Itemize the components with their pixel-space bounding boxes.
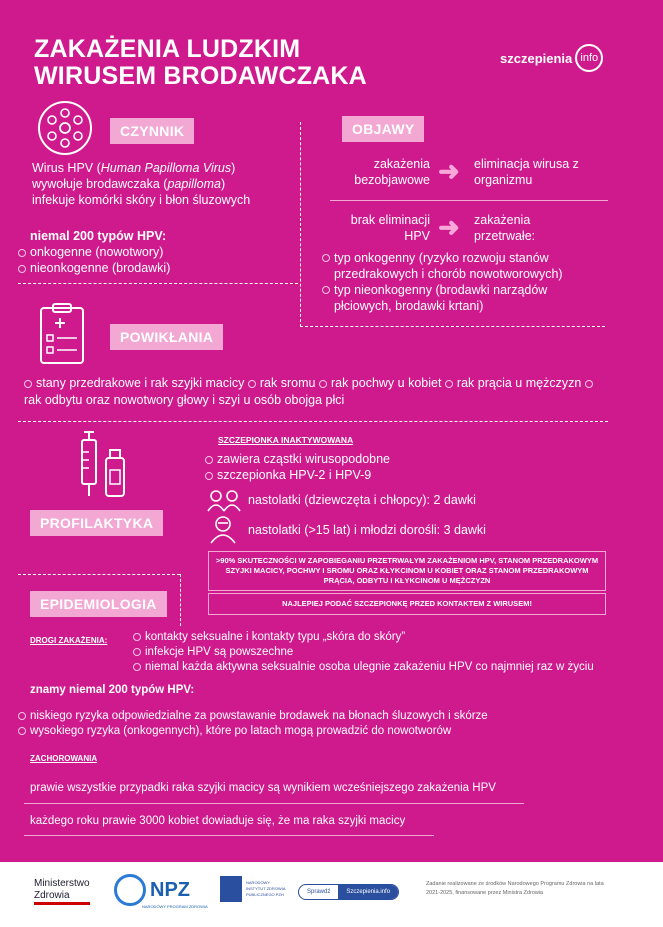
dose-info-1: nastolatki (dziewczęta i chłopcy): 2 dawki xyxy=(248,493,476,507)
clipboard-icon xyxy=(38,302,88,366)
divider xyxy=(330,200,608,201)
npz-icon xyxy=(114,874,146,906)
divider xyxy=(18,574,180,575)
zachorowania-2: każdego roku prawie 3000 kobiet dowiaduje się, że ma raka szyjki macicy xyxy=(30,815,406,827)
szczepienia-info-badge[interactable]: Sprawdź Szczepienia.info xyxy=(298,884,399,900)
adult-icon xyxy=(208,514,238,544)
footer xyxy=(0,862,663,927)
arrow-right-icon: ➜ xyxy=(438,156,460,186)
dose-info-2: nastolatki (>15 lat) i młodzi dorośli: 3 dawki xyxy=(248,523,486,537)
divider xyxy=(300,326,605,327)
vaccination-advice: NAJLEPIEJ PODAĆ SZCZEPIONKĘ PRZED KONTAKTEM Z WIRUSEM! xyxy=(208,593,606,615)
objawy-row1-left: zakażenia bezobjawowe xyxy=(354,157,430,187)
funding-note: Zadanie realizowane ze środków Narodowego Programu Zdrowia na lata 2021-2025, finansowane przez Ministra Zdrowia xyxy=(426,881,604,896)
czynnik-description: Wirus HPV (Human Papilloma Virus) wywołuje brodawczaka (papilloma) infekuje komórki skóry i błon śluzowych xyxy=(32,161,251,207)
divider xyxy=(300,122,301,327)
effectiveness-note: >90% SKUTECZNOŚCI W ZAPOBIEGANIU PRZETRWAŁYM ZAKAŻENIOM HPV, STANOM PRZEDRAKOWYM SZYJKI MACICY, POCHWY I SROMU ORAZ KŁYKCINOM U KOBIET ORAZ STANOM PRZEDRAKOWYM PRĄCIA, ODBYTU I KŁYKCINOM U MĘŻCZYZN xyxy=(208,551,606,591)
page-title: ZAKAŻENIA LUDZKIM WIRUSEM BRODAWCZAKA xyxy=(34,35,367,90)
szczepienia-info-logo[interactable]: szczepienia info xyxy=(500,44,603,72)
profilaktyka-label: PROFILAKTYKA xyxy=(30,510,163,536)
objawy-row2-left: brak eliminacji HPV xyxy=(350,213,430,243)
zachorowania-1: prawie wszystkie przypadki raka szyjki macicy są wynikiem wcześniejszego zakażenia HPV xyxy=(30,782,496,794)
teenagers-icon xyxy=(206,488,242,512)
drogi-list: kontakty seksualne i kontakty typu „skóra do skóry” infekcje HPV są powszechne niemal każda aktywna seksualnie osoba ulegnie zakażeniu HPV co najmniej raz w życiu xyxy=(133,630,613,675)
drogi-label: DROGI ZAKAŻENIA: xyxy=(30,636,108,645)
syringe-icon xyxy=(70,430,136,500)
divider xyxy=(18,421,608,422)
ministerstwo-zdrowia-logo[interactable]: Ministerstwo Zdrowia xyxy=(34,878,90,905)
zachorowania-label: ZACHOROWANIA xyxy=(30,754,98,763)
divider xyxy=(24,835,434,836)
objawy-label: OBJAWY xyxy=(342,116,424,142)
pzh-logo[interactable]: NARODOWY INSTYTUT ZDROWIA PUBLICZNEGO PZH xyxy=(220,876,286,902)
npz-subtitle: NARODOWY PROGRAM ZDROWIA xyxy=(142,904,208,909)
vaccine-heading: SZCZEPIONKA INAKTYWOWANA xyxy=(218,435,354,445)
powiklania-label: POWIKŁANIA xyxy=(110,324,223,350)
epidemiologia-label: EPIDEMIOLOGIA xyxy=(30,591,167,617)
npz-logo[interactable]: NPZ xyxy=(114,874,190,906)
objawy-list: typ onkogenny (ryzyko rozwoju stanów przedrakowych i chorób nowotworowych) typ nieonkogenny (brodawki narządów płciowych, brodawki krtani) xyxy=(322,250,607,314)
divider xyxy=(180,574,181,626)
divider xyxy=(18,283,298,284)
virus-icon xyxy=(35,98,95,158)
divider xyxy=(24,803,524,804)
powiklania-list: stany przedrakowe i rak szyjki macicy rak sromu rak pochwy u kobiet rak prącia u mężczyzn rak odbytu oraz nowotwory głowy i szyi u osób obojga płci xyxy=(24,375,614,409)
objawy-row1-right: eliminacja wirusa z organizmu xyxy=(474,157,579,187)
epi-types-heading: znamy niemal 200 typów HPV: xyxy=(30,684,195,696)
arrow-right-icon: ➜ xyxy=(438,212,460,242)
czynnik-label: CZYNNIK xyxy=(110,118,194,144)
pzh-icon xyxy=(220,876,242,902)
vaccine-list: zawiera cząstki wirusopodobne szczepionka HPV-2 i HPV-9 xyxy=(205,451,390,483)
czynnik-types: niemal 200 typów HPV: onkogenne (nowotwory) nieonkogenne (brodawki) xyxy=(18,228,170,276)
epi-types-list: niskiego ryzyka odpowiedzialne za powstawanie brodawek na błonach śluzowych i skórze wysokiego ryzyka (onkogennych), które po latach mogą prowadzić do nowotworów xyxy=(18,709,618,739)
objawy-row2-right: zakażenia przetrwałe: xyxy=(474,213,536,243)
